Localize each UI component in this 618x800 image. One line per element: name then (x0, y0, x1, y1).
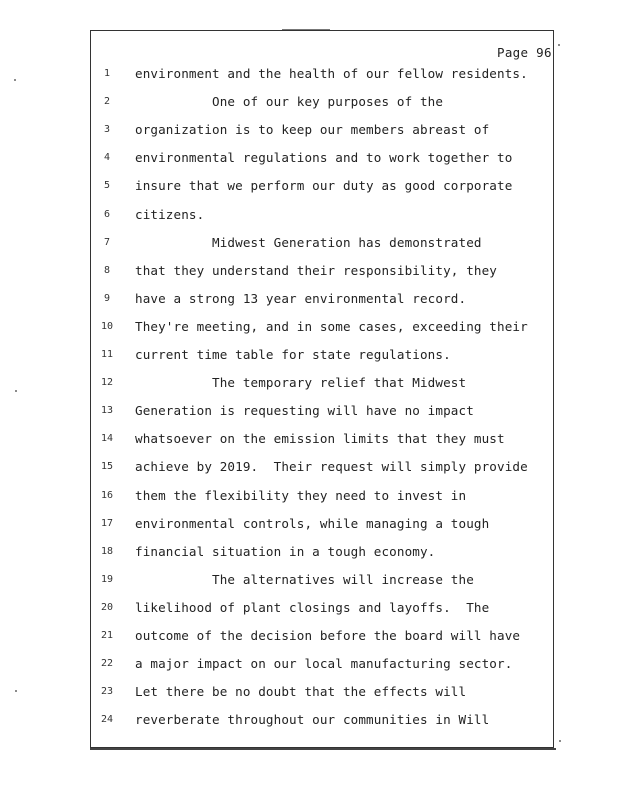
scan-speck (558, 44, 560, 46)
line-number: 3 (103, 124, 111, 136)
transcript-line-text: environmental regulations and to work together to (135, 150, 513, 166)
transcript-line-text: They're meeting, and in some cases, exceeding their (135, 318, 528, 334)
transcript-line-text: a major impact on our local manufacturing sector. (135, 656, 513, 672)
line-number: 14 (100, 433, 114, 445)
transcript-line-text: current time table for state regulations. (135, 347, 451, 362)
line-number: 12 (100, 377, 114, 389)
transcript-line-text: The temporary relief that Midwest (135, 375, 467, 391)
transcript-line-text: outcome of the decision before the board will have (135, 628, 521, 643)
line-number: 21 (100, 630, 114, 641)
line-number: 16 (100, 489, 114, 501)
transcript-line-text: likelihood of plant closings and layoffs. The (135, 599, 490, 615)
transcript-line-text: citizens. (135, 206, 205, 222)
line-number: 18 (100, 545, 114, 557)
transcript-line-text: environment and the health of our fellow residents. (135, 66, 528, 81)
transcript-line-text: Midwest Generation has demonstrated (135, 234, 482, 250)
line-number: 7 (103, 236, 111, 248)
transcript-line-text: The alternatives will increase the (135, 571, 474, 587)
line-number: 20 (100, 601, 114, 613)
line-number: 23 (100, 686, 114, 698)
line-number: 8 (103, 264, 111, 276)
line-number: 24 (100, 714, 114, 726)
line-number: 9 (103, 292, 111, 304)
transcript-line-text: insure that we perform our duty as good corporate (135, 178, 513, 194)
line-number: 6 (103, 208, 111, 220)
line-number: 11 (100, 349, 114, 360)
line-number: 4 (103, 152, 111, 164)
line-number: 10 (100, 320, 114, 332)
page-bottom-rule (90, 748, 556, 750)
scan-speck (14, 79, 16, 81)
transcript-line-text: One of our key purposes of the (135, 94, 444, 110)
transcript-line-text: environmental controls, while managing a tough (135, 515, 490, 531)
transcript-line-text: financial situation in a tough economy. (135, 543, 436, 559)
line-number: 1 (103, 68, 111, 79)
transcript-line-text: them the flexibility they need to invest in (135, 487, 467, 503)
transcript-line-text: whatsoever on the emission limits that they must (135, 431, 505, 447)
transcript-line-text: organization is to keep our members abreast of (135, 122, 490, 138)
line-number: 19 (100, 573, 114, 585)
transcript-line-text: achieve by 2019. Their request will simply provide (135, 459, 528, 475)
transcript-line-text: that they understand their responsibility, they (135, 262, 497, 278)
scan-speck (15, 690, 17, 692)
transcript-line-text: have a strong 13 year environmental record. (135, 290, 467, 306)
transcript-line-text: reverberate throughout our communities in Will (135, 712, 490, 728)
page-number-header: Page 96 (497, 45, 552, 60)
scan-speck (559, 740, 561, 742)
line-number: 5 (103, 180, 111, 192)
line-number: 15 (100, 461, 114, 473)
line-number: 2 (103, 96, 111, 108)
transcript-line-text: Generation is requesting will have no impact (135, 403, 474, 419)
transcript-line-text: Let there be no doubt that the effects will (135, 684, 467, 700)
line-number: 13 (100, 405, 114, 417)
line-number: 22 (100, 658, 114, 670)
line-number: 17 (100, 517, 114, 529)
scan-speck (15, 390, 17, 392)
